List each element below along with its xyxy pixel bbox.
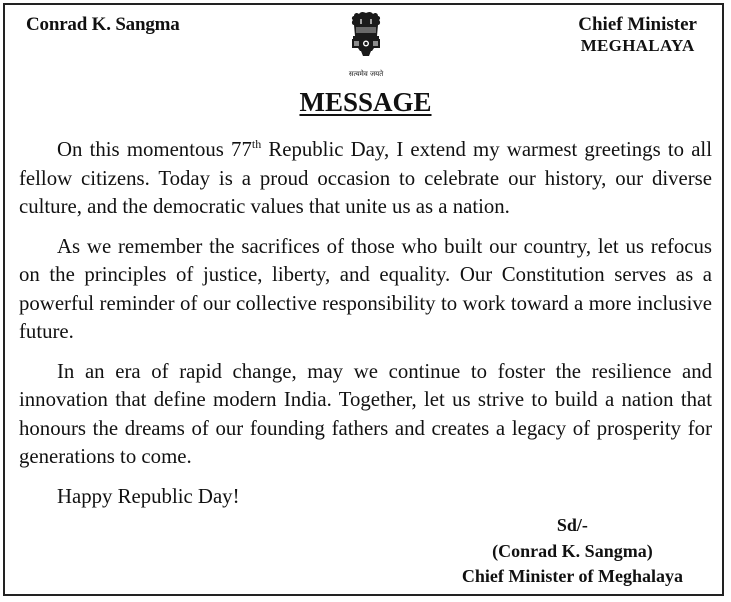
- designation-line-1: Chief Minister: [578, 14, 697, 35]
- title-text: MESSAGE: [299, 87, 432, 117]
- designation-line-2: MEGHALAYA: [580, 36, 695, 55]
- signature-sd: Sd/-: [556, 515, 588, 535]
- emblem-motto: सत्यमेव जयते: [348, 70, 384, 78]
- paragraph-3: In an era of rapid change, may we continue to foster the resilience and innovation that define modern India. Together, let us strive to build a nation that honours the dreams of our founding fathers and creates a legacy of prosperity for generations to come.: [19, 359, 712, 468]
- signatory-designation: Chief Minister of Meghalaya: [461, 566, 683, 586]
- paragraph-1-start: On this momentous 77: [57, 138, 252, 161]
- state-emblem-icon: [342, 10, 390, 82]
- paragraph-1: [19, 136, 712, 222]
- sender-name: Conrad K. Sangma: [26, 14, 180, 35]
- signature-block: [462, 513, 683, 590]
- page-title: [0, 87, 731, 118]
- paragraph-greeting: Happy Republic Day!: [57, 484, 240, 508]
- message-body: [19, 136, 712, 511]
- signatory-name: (Conrad K. Sangma): [492, 540, 653, 561]
- ordinal-suffix: th: [251, 137, 262, 152]
- sender-designation: [578, 14, 697, 56]
- paragraph-1-rest: Republic Day, I extend my warmest greetings to all fellow citizens. Today is a proud occasion to celebrate our history, our diverse culture, and the democratic values that unite us as a nation.: [19, 138, 712, 218]
- paragraph-2: As we remember the sacrifices of those who built our country, let us refocus on the principles of justice, liberty, and equality. Our Constitution serves as a powerful reminder of our collective responsibility to work toward a more inclusive future.: [19, 234, 712, 343]
